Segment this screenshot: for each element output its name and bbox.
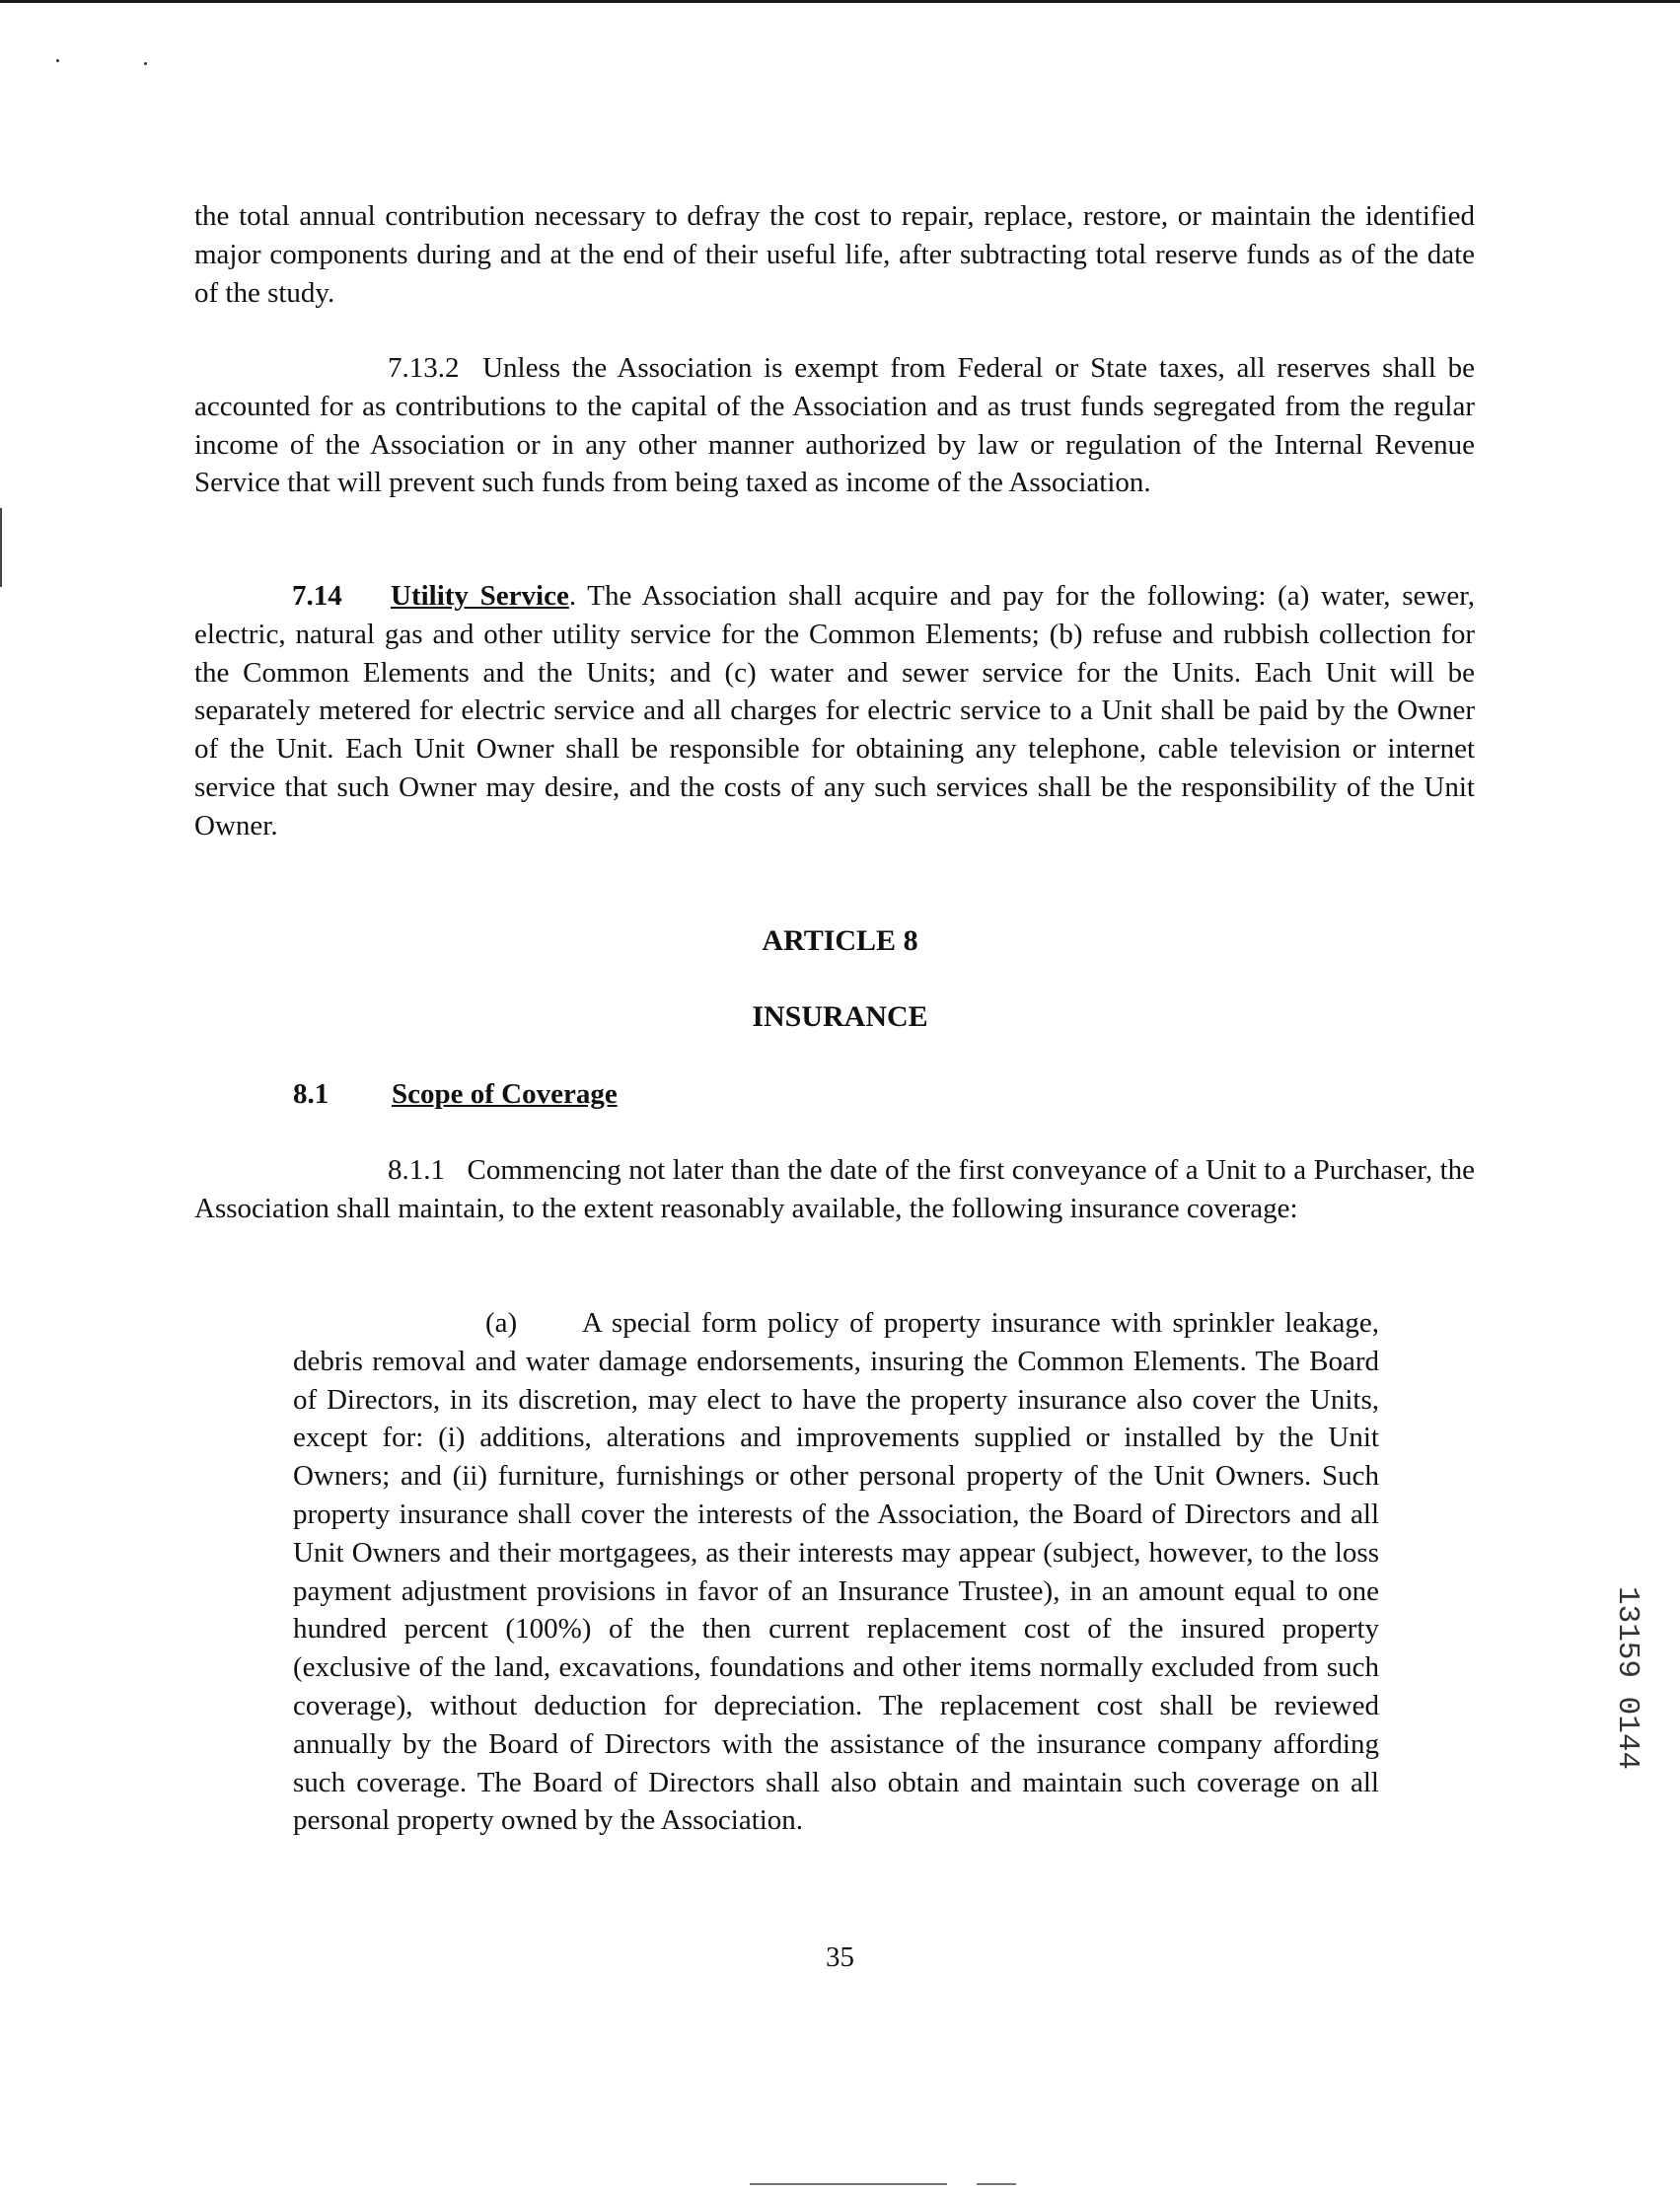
paragraph-8-1-1-a [293,1304,1379,1840]
scan-top-edge [0,0,1680,3]
page-number: 35 [826,1941,854,1973]
article-title: INSURANCE [752,1000,928,1033]
paragraph-text: Commencing not later than the date of the first conveyance of a Unit to a Purchaser, the Association shall maintain, to the extent reasonably available, the following insurance coverage: [194,1154,1475,1224]
scan-speck [144,62,147,65]
paragraph-7-13-2 [194,349,1475,502]
paragraph-number: 7.13.2 [388,352,460,384]
scan-speck [56,59,59,62]
article-number: ARTICLE 8 [762,924,918,957]
section-heading-8-1 [293,1075,618,1113]
paragraph-number: 8.1.1 [388,1154,445,1186]
item-label: (a) [485,1307,518,1339]
scan-bottom-mark [750,2183,947,2185]
paragraph-text: the total annual contribution necessary to defray the cost to repair, replace, restore, or maintain the identified major components during and at the end of their useful life, after subtracting total reserve funds as of the date of the study. [194,200,1475,309]
paragraph-8-1-1 [194,1151,1475,1228]
recording-stamp [1600,1586,1644,1863]
scan-bottom-mark [977,2183,1016,2185]
section-number: 7.14 [292,580,342,612]
paragraph-text: Unless the Association is exempt from Federal or State taxes, all reserves shall be accounted for as contributions to the capital of the Association and as trust funds segregated from the regular income of the Association or in any other manner authorized by law or regulation of the Internal Revenue Service that will prevent such funds from being taxed as income of the Association. [194,352,1476,499]
section-title: Utility Service [391,580,569,612]
paragraph-7-14 [194,577,1475,845]
paragraph-reserve-study-end [194,197,1475,312]
recording-stamp-text: 13159 0144 [1610,1586,1644,1771]
section-number: 8.1 [293,1078,329,1110]
section-title: Scope of Coverage [392,1078,618,1110]
paragraph-text: A special form policy of property insurance with sprinkler leakage, debris removal and water damage endorsements, insuring the Common Elements. The Board of Directors, in its discretion, may elect to have the property insurance also cover the Units, except for: (i) additions, alterations and improvements supplied or installed by the Unit Owners; and (ii) furniture, furnishings or other personal property of the Unit Owners. Such property insurance shall cover the interests of the Association, the Board of Directors and all Unit Owners and their mortgagees, as their interests may appear (subject, however, to the loss payment adjustment provisions in favor of an Insurance Trustee), in an amount equal to one hundred percent (100%) of the then current replacement cost of the insured property (exclusive of the land, excavations, foundations and other items normally excluded from such coverage), without deduction for depreciation. The replacement cost shall be reviewed annually by the Board of Directors with the assistance of the insurance company affording such coverage. The Board of Directors shall also obtain and maintain such coverage on all personal property owned by the Association. [293,1307,1379,1837]
scan-left-mark [0,508,2,587]
paragraph-text: . The Association shall acquire and pay for the following: (a) water, sewer, electric, natural gas and other utility service for the Common Elements; (b) refuse and rubbish collection for the Common Elements and the Units; and (c) water and sewer service for the Units. Each Unit will be separately metered for electric service and all charges for electric service to a Unit shall be paid by the Owner of the Unit. Each Unit Owner shall be responsible for obtaining any telephone, cable television or internet service that such Owner may desire, and the costs of any such services shall be the responsibility of the Unit Owner. [194,580,1475,841]
